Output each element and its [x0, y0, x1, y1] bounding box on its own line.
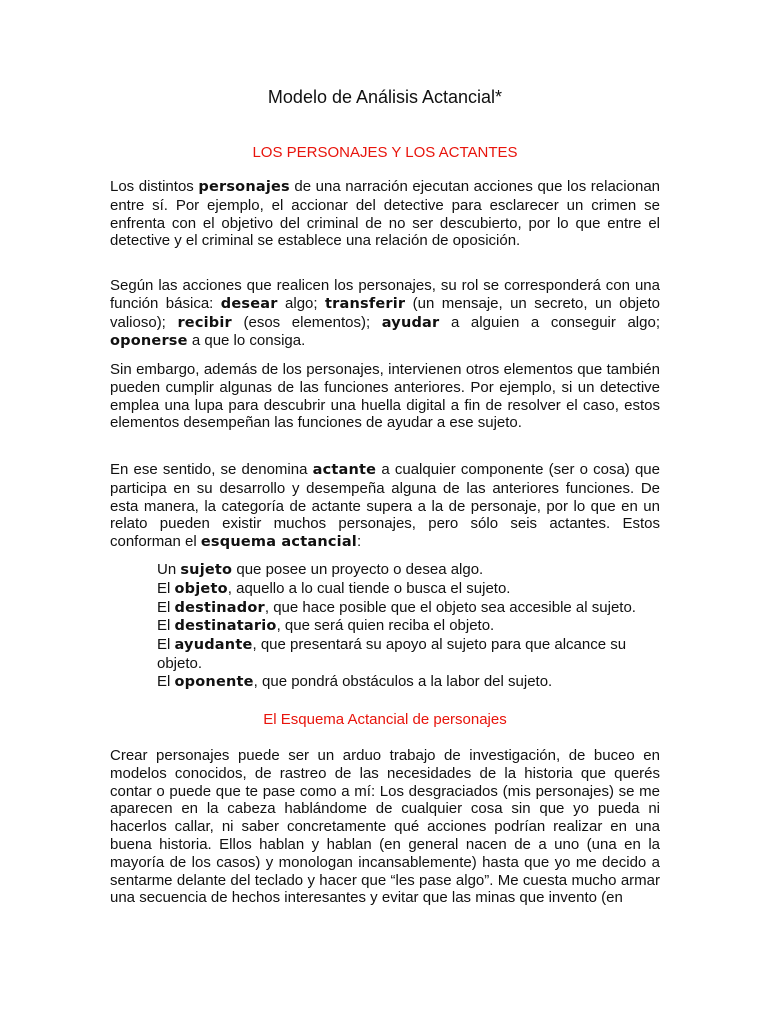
paragraph-text: Los distintos — [110, 178, 199, 195]
keyword-recibir: recibir — [177, 314, 232, 331]
keyword-transferir: transferir — [325, 295, 406, 312]
list-item-text: , que será quien reciba el objeto. — [276, 617, 495, 635]
paragraph-actante — [110, 461, 660, 552]
list-item-text: que posee un proyecto o desea algo. — [232, 561, 484, 578]
paragraph-text: algo; — [277, 294, 325, 312]
list-item-prefix: El — [157, 617, 175, 635]
list-item-prefix: El — [157, 672, 175, 690]
keyword-destinatario: destinatario — [174, 618, 277, 635]
paragraph-otros-elementos: Sin embargo, además de los personajes, intervienen otros elementos que también pueden cumplir algunas de las funciones anteriores. Por ejemplo, si un detective emplea una lupa para descubrir una huella digital a fin de resolver el caso, estos elementos desempeñan las funciones de ayudar a ese sujeto. — [110, 361, 660, 432]
list-item-prefix: El — [157, 598, 175, 616]
paragraph-text: a que lo consiga. — [187, 332, 306, 350]
keyword-desear: desear — [220, 295, 278, 312]
keyword-sujeto: sujeto — [180, 562, 233, 578]
list-item-prefix: Un — [157, 561, 181, 578]
keyword-ayudante: ayudante — [174, 637, 253, 654]
keyword-ayudar: ayudar — [381, 314, 440, 331]
paragraph-personajes — [110, 178, 660, 250]
list-item-prefix: El — [157, 636, 175, 654]
paragraph-text: En ese sentido, se denomina — [110, 461, 313, 478]
list-item — [157, 580, 660, 599]
keyword-destinador: destinador — [174, 599, 265, 616]
paragraph-text: Según las acciones que realicen los personajes, su rol se corresponderá con una función básica: — [110, 277, 660, 312]
list-item-text: , que hace posible que el objeto sea accesible al sujeto. — [264, 598, 636, 616]
list-item — [157, 617, 660, 636]
keyword-esquema-actancial: esquema actancial — [200, 534, 357, 551]
list-item — [157, 636, 660, 673]
actant-list — [157, 561, 660, 692]
keyword-actante: actante — [312, 462, 377, 478]
section-heading-personajes-actantes: LOS PERSONAJES Y LOS ACTANTES — [252, 144, 518, 161]
list-item-text: , que presentará su apoyo al sujeto para que alcance su objeto. — [157, 636, 627, 672]
paragraph-text: a cualquier componente (ser o cosa) que participa en su desarrollo y desempeña alguna de las anteriores funciones. De esta manera, la categoría de actante supera a la de personaje, por lo que en un relato pueden existir muchos personajes, pero sólo seis actantes. Estos conforman el — [110, 461, 660, 551]
keyword-personajes: personajes — [198, 179, 290, 195]
list-item-prefix: El — [157, 579, 175, 597]
keyword-objeto: objeto — [174, 580, 228, 597]
document-title: Modelo de Análisis Actancial* — [267, 87, 503, 107]
keyword-oponente: oponente — [174, 673, 254, 690]
paragraph-text: (esos elementos); — [231, 313, 382, 331]
paragraph-text: (un mensaje, un secreto, un objeto valioso); — [110, 294, 660, 331]
list-item — [157, 673, 660, 692]
section-heading-esquema-actancial: El Esquema Actancial de personajes — [263, 711, 507, 728]
paragraph-funciones — [110, 277, 660, 351]
paragraph-text: : — [356, 533, 362, 551]
keyword-oponerse: oponerse — [110, 333, 188, 350]
list-item-text: , aquello a lo cual tiende o busca el sujeto. — [227, 579, 511, 597]
list-item-text: , que pondrá obstáculos a la labor del sujeto. — [253, 672, 553, 690]
paragraph-text: a alguien a conseguir algo; — [439, 313, 660, 331]
paragraph-crear-personajes: Crear personajes puede ser un arduo trabajo de investigación, de buceo en modelos conocidos, de rastreo de las necesidades de la historia que querés contar o puede que te pase como a mí: Los desgraciados (mis personajes) se me aparecen en la cabeza hablándome de cualquier cosa sin que yo pueda ni hacerlos callar, ni saber concretamente qué acciones podrían realizar en una buena historia. Ellos hablan y hablan (en general nacen de a uno (una en la mayoría de los casos) y monologan incansablemente) hasta que yo me decido a sentarme delante del teclado y hacer que “les pase algo”. Me cuesta mucho armar una secuencia de hechos interesantes y evitar que las minas que invento (en — [110, 747, 660, 907]
list-item — [157, 561, 660, 580]
paragraph-text: de una narración ejecutan acciones que los relacionan entre sí. Por ejemplo, el accionar del detective para esclarecer un crimen se enfrenta con el objetivo del criminal de no ser descubierto, por lo que entre el detective y el criminal se establece una relación de oposición. — [110, 178, 660, 250]
list-item — [157, 599, 660, 618]
